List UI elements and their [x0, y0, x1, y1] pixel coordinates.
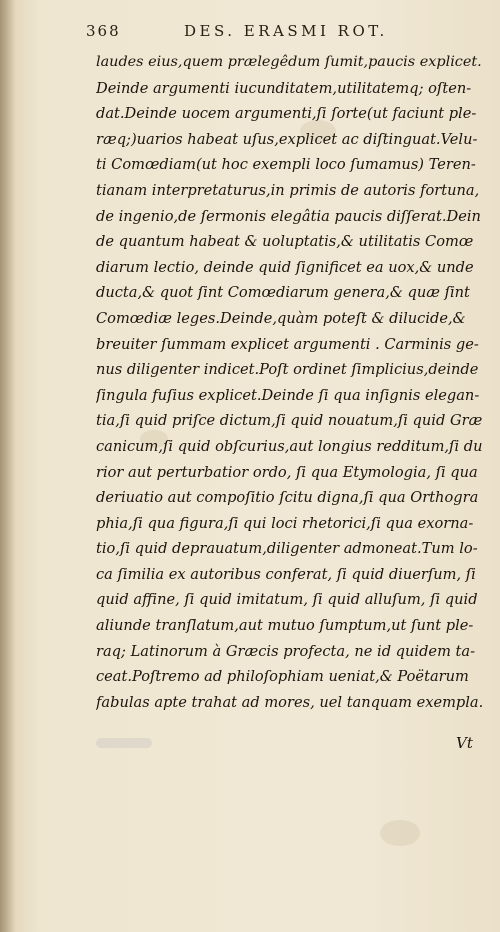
text-line: tio,ſi quid deprauatum,diligenter admoneat.Tum lo-: [96, 540, 478, 558]
paper-stain: [380, 820, 420, 846]
text-line: fabulas apte trahat ad mores, uel tanquam exempla.: [96, 693, 484, 711]
text-line: ræq;)uarios habeat uſus,explicet ac diſtinguat.Velu-: [96, 130, 478, 148]
page-number: 368: [86, 22, 121, 40]
text-line: ſingula fuſius explicet.Deinde ſi qua inſignis elegan-: [96, 386, 480, 404]
text-line: tia,ſi quid priſce dictum,ſi quid nouatum,ſi quid Græ: [96, 412, 483, 430]
text-line: de ingenio,de ſermonis elegâtia paucis diſſerat.Dein: [96, 207, 481, 225]
text-line: ca ſimilia ex autoribus conferat, ſi quid diuerſum, ſi: [96, 565, 476, 583]
text-line: aliunde tranſlatum,aut mutuo ſumptum,ut ſunt ple-: [96, 617, 474, 635]
text-line: raq; Latinorum à Græcis profecta, ne id quidem ta-: [96, 642, 476, 660]
text-line: breuiter ſummam explicet argumenti . Carminis ge-: [96, 335, 479, 353]
text-line: rior aut perturbatior ordo, ſi qua Etymologia, ſi qua: [96, 463, 478, 481]
text-line: laudes eius,quem prælegêdum ſumit,paucis explicet.: [96, 54, 482, 70]
text-line: diarum lectio, deinde quid ſignificet ea uox,& unde: [96, 258, 474, 276]
text-line: Deinde argumenti iucunditatem,utilitatemq; oſten-: [96, 79, 472, 97]
text-line: canicum,ſi quid obſcurius,aut longius redditum,ſi du: [96, 437, 483, 455]
text-line: dat.Deinde uocem argumenti,ſi ſorte(ut faciunt ple-: [96, 105, 477, 123]
text-line: phia,ſi qua figura,ſi qui loci rhetorici,ſi qua exorna-: [96, 514, 474, 532]
text-line: ceat.Poſtremo ad philoſophiam ueniat,& Poëtarum: [96, 668, 469, 686]
running-head: DES. ERASMI ROT.: [184, 22, 388, 40]
page-header: [86, 22, 446, 44]
text-line: ti Comœdiam(ut hoc exempli loco ſumamus) Teren-: [96, 156, 476, 174]
body-text: [96, 50, 484, 715]
catchword: Vt: [456, 734, 473, 752]
text-line: de quantum habeat & uoluptatis,& utilitatis Comœ: [96, 233, 474, 251]
text-line: Comœdiæ leges.Deinde,quàm poteſt & dilucide,&: [96, 309, 466, 327]
text-line: quid affine, ſi quid imitatum, ſi quid alluſum, ſi quid: [96, 591, 478, 609]
text-line: tianam interpretaturus,in primis de autoris fortuna,: [96, 181, 480, 199]
text-line: nus diligenter indicet.Poſt ordinet ſimplicius,deinde: [96, 361, 479, 379]
text-line: deriuatio aut compoſitio ſcitu digna,ſi qua Orthogra: [96, 489, 479, 507]
gutter-shadow: [0, 0, 16, 932]
text-line: ducta,& quot ſint Comœdiarum genera,& quæ ſint: [96, 284, 470, 302]
ink-smudge: [96, 738, 152, 748]
